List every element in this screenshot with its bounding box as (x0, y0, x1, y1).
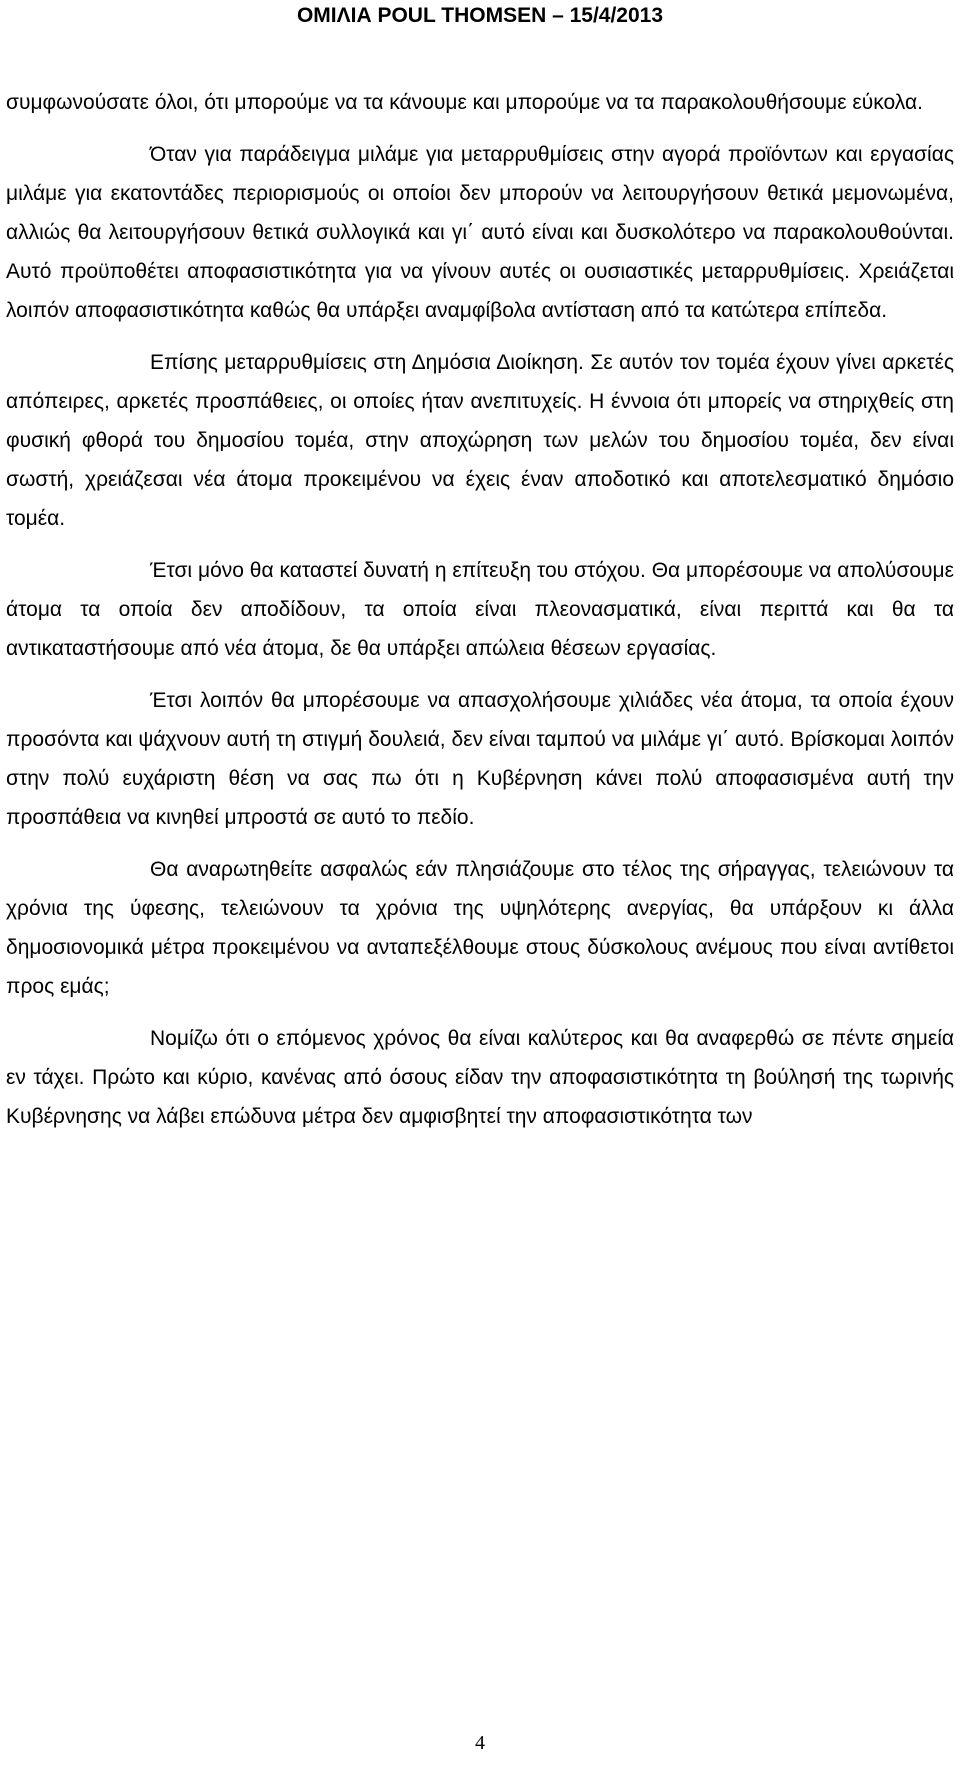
body-text (6, 83, 954, 1149)
paragraph-public-administration: Επίσης μεταρρυθμίσεις στη Δημόσια Διοίκηση. Σε αυτόν τον τομέα έχουν γίνει αρκετές απόπειρες, αρκετές προσπάθειες, οι οποίες ήταν ανεπιτυχείς. Η έννοια ότι μπορείς να στηριχθείς στη φυσική φθορά του δημοσίου τομέα, στην αποχώρηση των μελών του δημοσίου τομέα, δεν είναι σωστή, χρειάζεσαι νέα άτομα προκειμένου να έχεις έναν αποδοτικό και αποτελεσματικό δημόσιο τομέα. (6, 351, 954, 530)
paragraph-next-year: Νομίζω ότι ο επόμενος χρόνος θα είναι καλύτερος και θα αναφερθώ σε πέντε σημεία εν τάχει. Πρώτο και κύριο, κανένας από όσους είδαν την αποφασιστικότητα τη βούλησή της τωρινής Κυβέρνησης να λάβει επώδυνα μέτρα δεν αμφισβητεί την αποφασιστικότητα των (6, 1027, 954, 1128)
paragraph-new-employment: Έτσι λοιπόν θα μπορέσουμε να απασχολήσουμε χιλιάδες νέα άτομα, τα οποία έχουν προσόντα και ψάχνουν αυτή τη στιγμή δουλειά, δεν είναι ταμπού να μιλάμε γι΄ αυτό. Βρίσκομαι λοιπόν στην πολύ ευχάριστη θέση να σας πω ότι η Κυβέρνηση κάνει πολύ αποφασισμένα αυτή την προσπάθεια να κινηθεί μπροστά σε αυτό το πεδίο. (6, 689, 954, 829)
running-header: ΟΜΙΛΙΑ POUL THOMSEN – 15/4/2013 (296, 4, 664, 27)
paragraph-market-reforms: Όταν για παράδειγμα μιλάμε για μεταρρυθμίσεις στην αγορά προϊόντων και εργασίας μιλάμε για εκατοντάδες περιορισμούς οι οποίοι δεν μπορούν να λειτουργήσουν θετικά μεμονωμένα, αλλιώς θα λειτουργήσουν θετικά συλλογικά και γι΄ αυτό είναι και δυσκολότερο να παρακολουθούνται. Αυτό προϋποθέτει αποφασιστικότητα για να γίνουν αυτές οι ουσιαστικές μεταρρυθμίσεις. Χρειάζεται λοιπόν αποφασιστικότητα καθώς θα υπάρξει αναμφίβολα αντίσταση από τα κατώτερα επίπεδα. (6, 143, 954, 322)
paragraph-continuation: συμφωνούσατε όλοι, ότι μπορούμε να τα κάνουμε και μπορούμε να τα παρακολουθήσουμε εύκολα. (6, 91, 923, 114)
page-number: 4 (475, 1732, 485, 1754)
paragraph-goal-achievement: Έτσι μόνο θα καταστεί δυνατή η επίτευξη του στόχου. Θα μπορέσουμε να απολύσουμε άτομα τα οποία δεν αποδίδουν, τα οποία είναι πλεονασματικά, είναι περιττά και θα τα αντικαταστήσουμε από νέα άτομα, δε θα υπάρξει απώλεια θέσεων εργασίας. (6, 559, 954, 660)
paragraph-end-of-tunnel: Θα αναρωτηθείτε ασφαλώς εάν πλησιάζουμε στο τέλος της σήραγγας, τελειώνουν τα χρόνια της ύφεσης, τελειώνουν τα χρόνια της υψηλότερης ανεργίας, θα υπάρξουν κι άλλα δημοσιονομικά μέτρα προκειμένου να ανταπεξέλθουμε στους δύσκολους ανέμους που είναι αντίθετοι προς εμάς; (6, 858, 954, 998)
